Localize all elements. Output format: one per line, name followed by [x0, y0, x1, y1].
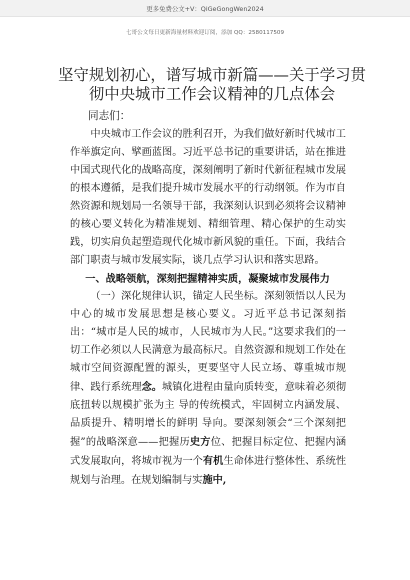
paragraph-intro: 中央城市工作会议的胜利召开，为我们做好新时代城市工作举旗定向、擘画蓝图。习近平总书记的重要讲话，站在推进中国式现代化的战略高度，深刻阐明了新时代新征程城市发展的根本遵循，是我们提升城市发展水平的行动纲领。作为市自然资源和规划局一名领导干部，我深刻认识到必须将会议精神的核心要义转化为精准规划、精细管理、精心保护的生动实践，切实肩负起塑造现代化城市新风貌的重任。下面，我结合部门职责与城市发展实际，谈几点学习认识和落实思路。: [70, 129, 346, 266]
para-text-e: 位、把握目标定位、把握内涵式发展取向，将城市视为一个: [70, 437, 347, 467]
greeting: 同志们：: [88, 110, 131, 122]
paragraph-1-1: [70, 288, 346, 490]
section-heading-1: 一、战略领航，深刻把握精神实质，凝聚城市发展伟力: [85, 273, 330, 285]
para-text-g: 生命体进行整体性、系统性规划与治理。在规划编制与实: [70, 456, 347, 486]
para-text-f: 有机: [202, 455, 224, 467]
sub-notice: 七哥公文每日更新海量材料欢迎订阅，添加 QQ：2580117509: [125, 30, 285, 36]
para-text-d: 史方: [189, 436, 211, 448]
para-text-a: （一）深化规律认识，锚定人民坐标。深刻领悟以人民为中心的城市发展思想是核心要义。习近平总书记深刻指出：“城市是人民的城市，人民城市为人民。”这要求我们的一切工作必须以人民满意为最高标尺。自然资源和规划工作处在城市空间资源配置的源头，更要坚守人民立场、尊重城市规律、践行系统理: [70, 291, 346, 393]
document-body: [70, 126, 346, 490]
para-text-c: 城镇化进程由量向质转变，意味着必须彻底扭转以规模扩张为主 导的传统模式，牢固树立内涵发展、品质提升、精明增长的鲜明 导向。要深刻领会“三个深刻把握”的战略深意——把握历: [70, 382, 347, 448]
para-text-b: 念。: [141, 381, 163, 393]
document-title: 坚守规划初心，谱写城市新篇——关于学习贯彻中央城市工作会议精神的几点体会: [58, 66, 366, 103]
top-banner: 更多免费公文+V：QiGeGongWen2024: [0, 0, 410, 17]
para-text-h: 施中,: [202, 474, 227, 486]
